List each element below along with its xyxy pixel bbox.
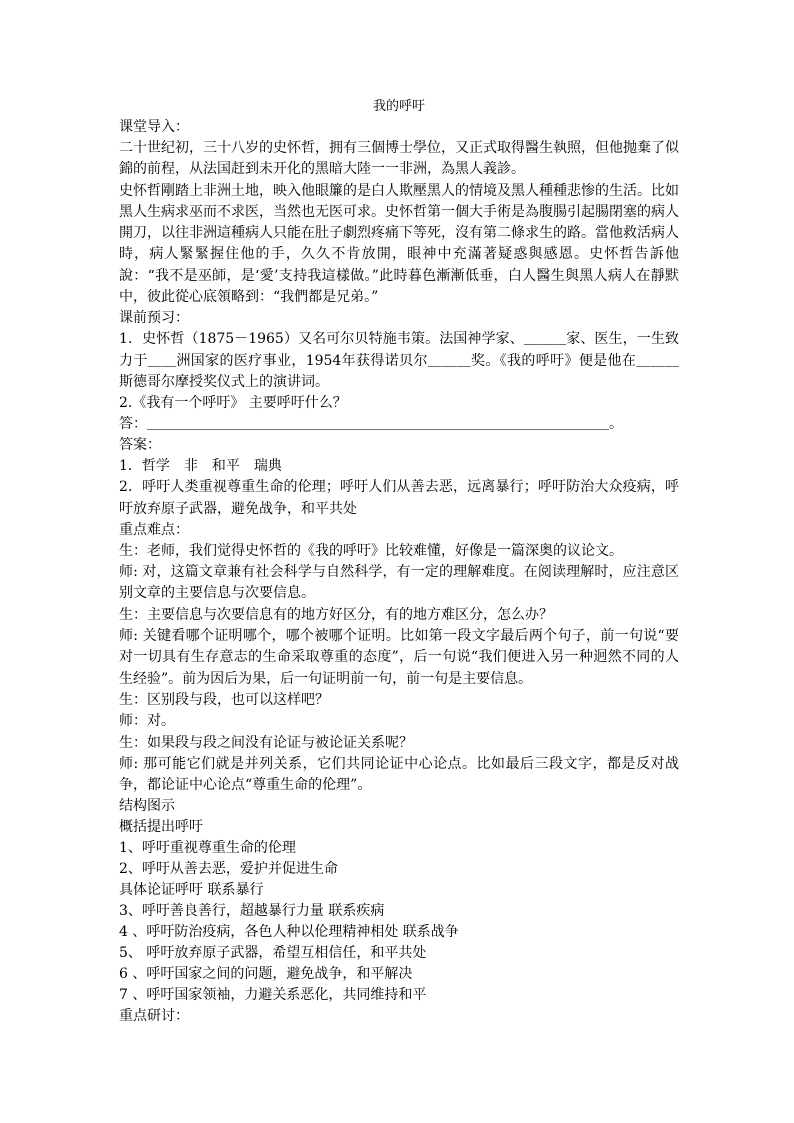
dialog-line: 师: 关键看哪个证明哪个，哪个被哪个证明。比如第一段文字最后两个句子，前一句说“要对一切具有生存意志的生命采取尊重的态度”，后一句说“我们便进入另一种迥然不同的人生经验”。前为因后为果，后一句证明前一句，前一句是主要信息。 [119,628,679,687]
concrete-item: 3、呼吁善良善行，超越暴行力量 联系疾病 [119,903,385,920]
dialog-line: 生：如果段与段之间没有论证与被论证关系呢？ [119,734,413,751]
document-page [119,97,679,1027]
research-heading: 重点研讨： [119,1008,189,1025]
preview-question-1: 1．史怀哲（1875－1965）又名可尔贝特施韦策。法国神学家、＿＿＿家、医生，一生致力于＿＿洲国家的医疗事业，1954年获得诺贝尔＿＿＿奖。《我的呼吁》便是他在＿＿＿斯德哥尔摩授奖仪式上的演讲词。 [119,331,679,390]
concrete-item: 4 、呼吁防治疫病，各色人种以伦理精神相处 联系战争 [119,924,459,941]
concrete-item: 5、 呼吁放弃原子武器，希望互相信任，和平共处 [119,945,427,962]
dialog-line: 生：主要信息与次要信息有的地方好区分，有的地方难区分，怎么办？ [119,606,553,623]
preview-answer-blank: 答：＿＿＿＿＿＿＿＿＿＿＿＿＿＿＿＿＿＿＿＿＿＿＿＿＿＿＿＿＿＿＿＿＿。 [119,416,623,433]
intro-heading: 课堂导入： [119,119,189,135]
summary-heading: 概括提出呼吁 [119,819,203,836]
dialog-line: 生：区别段与段，也可以这样吧？ [119,691,329,708]
key-points-heading: 重点难点： [119,521,189,538]
page-title: 我的呼吁 [372,99,425,114]
concrete-item: 7 、呼吁国家领袖，力避关系恶化，共同维持和平 [119,987,427,1004]
intro-paragraph-1: 二十世纪初，三十八岁的史怀哲，拥有三個博士學位，又正式取得醫生執照，但他抛棄了似錦的前程，从法国赶到未开化的黑暗大陸一一非洲，為黑人義診。 [119,140,679,178]
dialog-line: 师: 对，这篇文章兼有社会科学与自然科学，有一定的理解难度。在阅读理解时，应注意区别文章的主要信息与次要信息。 [119,564,679,602]
dialog-line: 师：对。 [119,713,175,730]
concrete-item: 6 、呼吁国家之间的问题，避免战争，和平解决 [119,966,413,983]
intro-paragraph-2: 史怀哲剛踏上非洲土地，映入他眼簾的是白人欺壓黑人的情境及黑人種種悲惨的生活。比如黑人生病求巫而不求医，当然也无医可求。史怀哲第一個大手術是為腹腸引起腸閉塞的病人開刀，以往非洲這種病人只能在肚子劇烈疼痛下等死，沒有第二條求生的路。當他救活病人時，病人緊緊握住他的手，久久不肯放開，眼神中充滿著疑惑與感恩。史怀哲告訴他說：“我不是巫師，是‘愛’支持我這樣做。”此時暮色漸漸低垂，白人醫生與黑人病人在靜默中，彼此從心底領略到：“我們都是兄弟。” [119,182,679,306]
answer-heading: 答案： [119,437,161,454]
answer-2: 2．呼吁人类重视尊重生命的伦理；呼吁人们从善去恶，远离暴行；呼吁防治大众疫病，呼吁放弃原子武器，避免战争，和平共处 [119,479,679,517]
summary-item: 1、呼吁重视尊重生命的伦理 [119,840,296,857]
preview-heading: 课前预习： [119,310,189,327]
dialog-line: 师: 那可能它们就是并列关系，它们共同论证中心论点。比如最后三段文字，都是反对战争，都论证中心论点“尊重生命的伦理”。 [119,755,679,794]
summary-item: 2、呼吁从善去恶，爱护并促进生命 [119,861,338,878]
dialog-line: 生：老师，我们觉得史怀哲的《我的呼吁》比较难懂，好像是一篇深奥的议论文。 [119,542,623,559]
concrete-heading: 具体论证呼吁 联系暴行 [119,882,264,899]
preview-question-2: 2.《我有一个呼吁》 主要呼吁什么？ [119,395,347,412]
answer-1: 1．哲学 非 和平 瑞典 [119,458,282,475]
structure-heading: 结构图示 [119,798,175,815]
